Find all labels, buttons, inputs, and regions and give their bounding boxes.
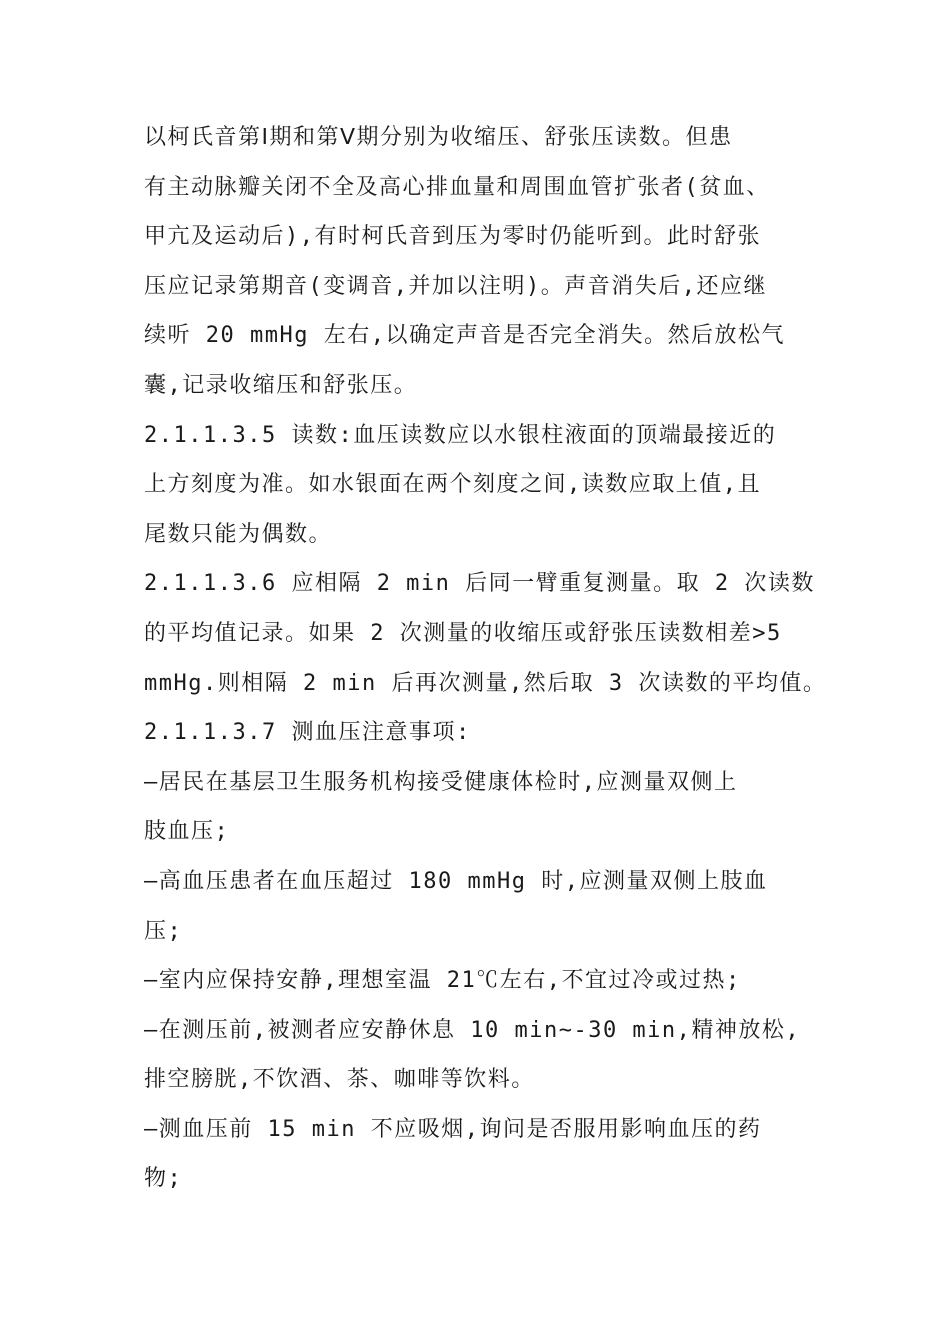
text-line: 的平均值记录。如果 2 次测量的收缩压或舒张压读数相差>5 [144, 620, 782, 646]
list-item-line: 排空膀胱,不饮酒、茶、咖啡等饮料。 [144, 1067, 535, 1093]
list-item-line: 肢血压; [144, 819, 230, 845]
text-line: 有主动脉瓣关闭不全及高心排血量和周围血管扩张者(贫血、 [144, 174, 770, 200]
section-2-1-1-3-7-heading: 2.1.1.3.7 测血压注意事项: [144, 720, 471, 746]
list-item-line: 物; [144, 1166, 183, 1192]
text-line: 续听 20 mmHg 左右,以确定声音是否完全消失。然后放松气 [144, 323, 785, 349]
document-body [144, 113, 827, 1204]
text-line: 囊,记录收缩压和舒张压。 [144, 372, 418, 398]
text-line: 以柯氏音第Ⅰ期和第Ⅴ期分别为收缩压、舒张压读数。但患 [144, 125, 733, 150]
section-2-1-1-3-6-line: 2.1.1.3.6 应相隔 2 min 后同一臂重复测量。取 2 次读数 [144, 571, 815, 597]
list-item-line: 压; [144, 918, 183, 944]
section-2-1-1-3-5-line: 2.1.1.3.5 读数:血压读数应以水银柱液面的顶端最接近的 [144, 422, 777, 448]
text-line: 上方刻度为准。如水银面在两个刻度之间,读数应取上值,且 [144, 472, 761, 498]
text-line: mmHg.则相隔 2 min 后再次测量,然后取 3 次读数的平均值。 [144, 670, 827, 696]
list-item-line: —在测压前,被测者应安静休息 10 min~-30 min,精神放松, [144, 1017, 801, 1043]
list-item-line: —室内应保持安静,理想室温 21℃左右,不宜过冷或过热; [144, 968, 741, 994]
text-line: 尾数只能为偶数。 [144, 521, 333, 547]
text-line: 甲亢及运动后),有时柯氏音到压为零时仍能听到。此时舒张 [144, 224, 761, 250]
list-item-line: —居民在基层卫生服务机构接受健康体检时,应测量双侧上 [144, 769, 738, 795]
list-item-line: —测血压前 15 min 不应吸烟,询问是否服用影响血压的药 [144, 1116, 762, 1142]
text-line: 压应记录第期音(变调音,并加以注明)。声音消失后,还应继 [144, 273, 767, 299]
list-item-line: —高血压患者在血压超过 180 mmHg 时,应测量双侧上肢血 [144, 868, 768, 894]
